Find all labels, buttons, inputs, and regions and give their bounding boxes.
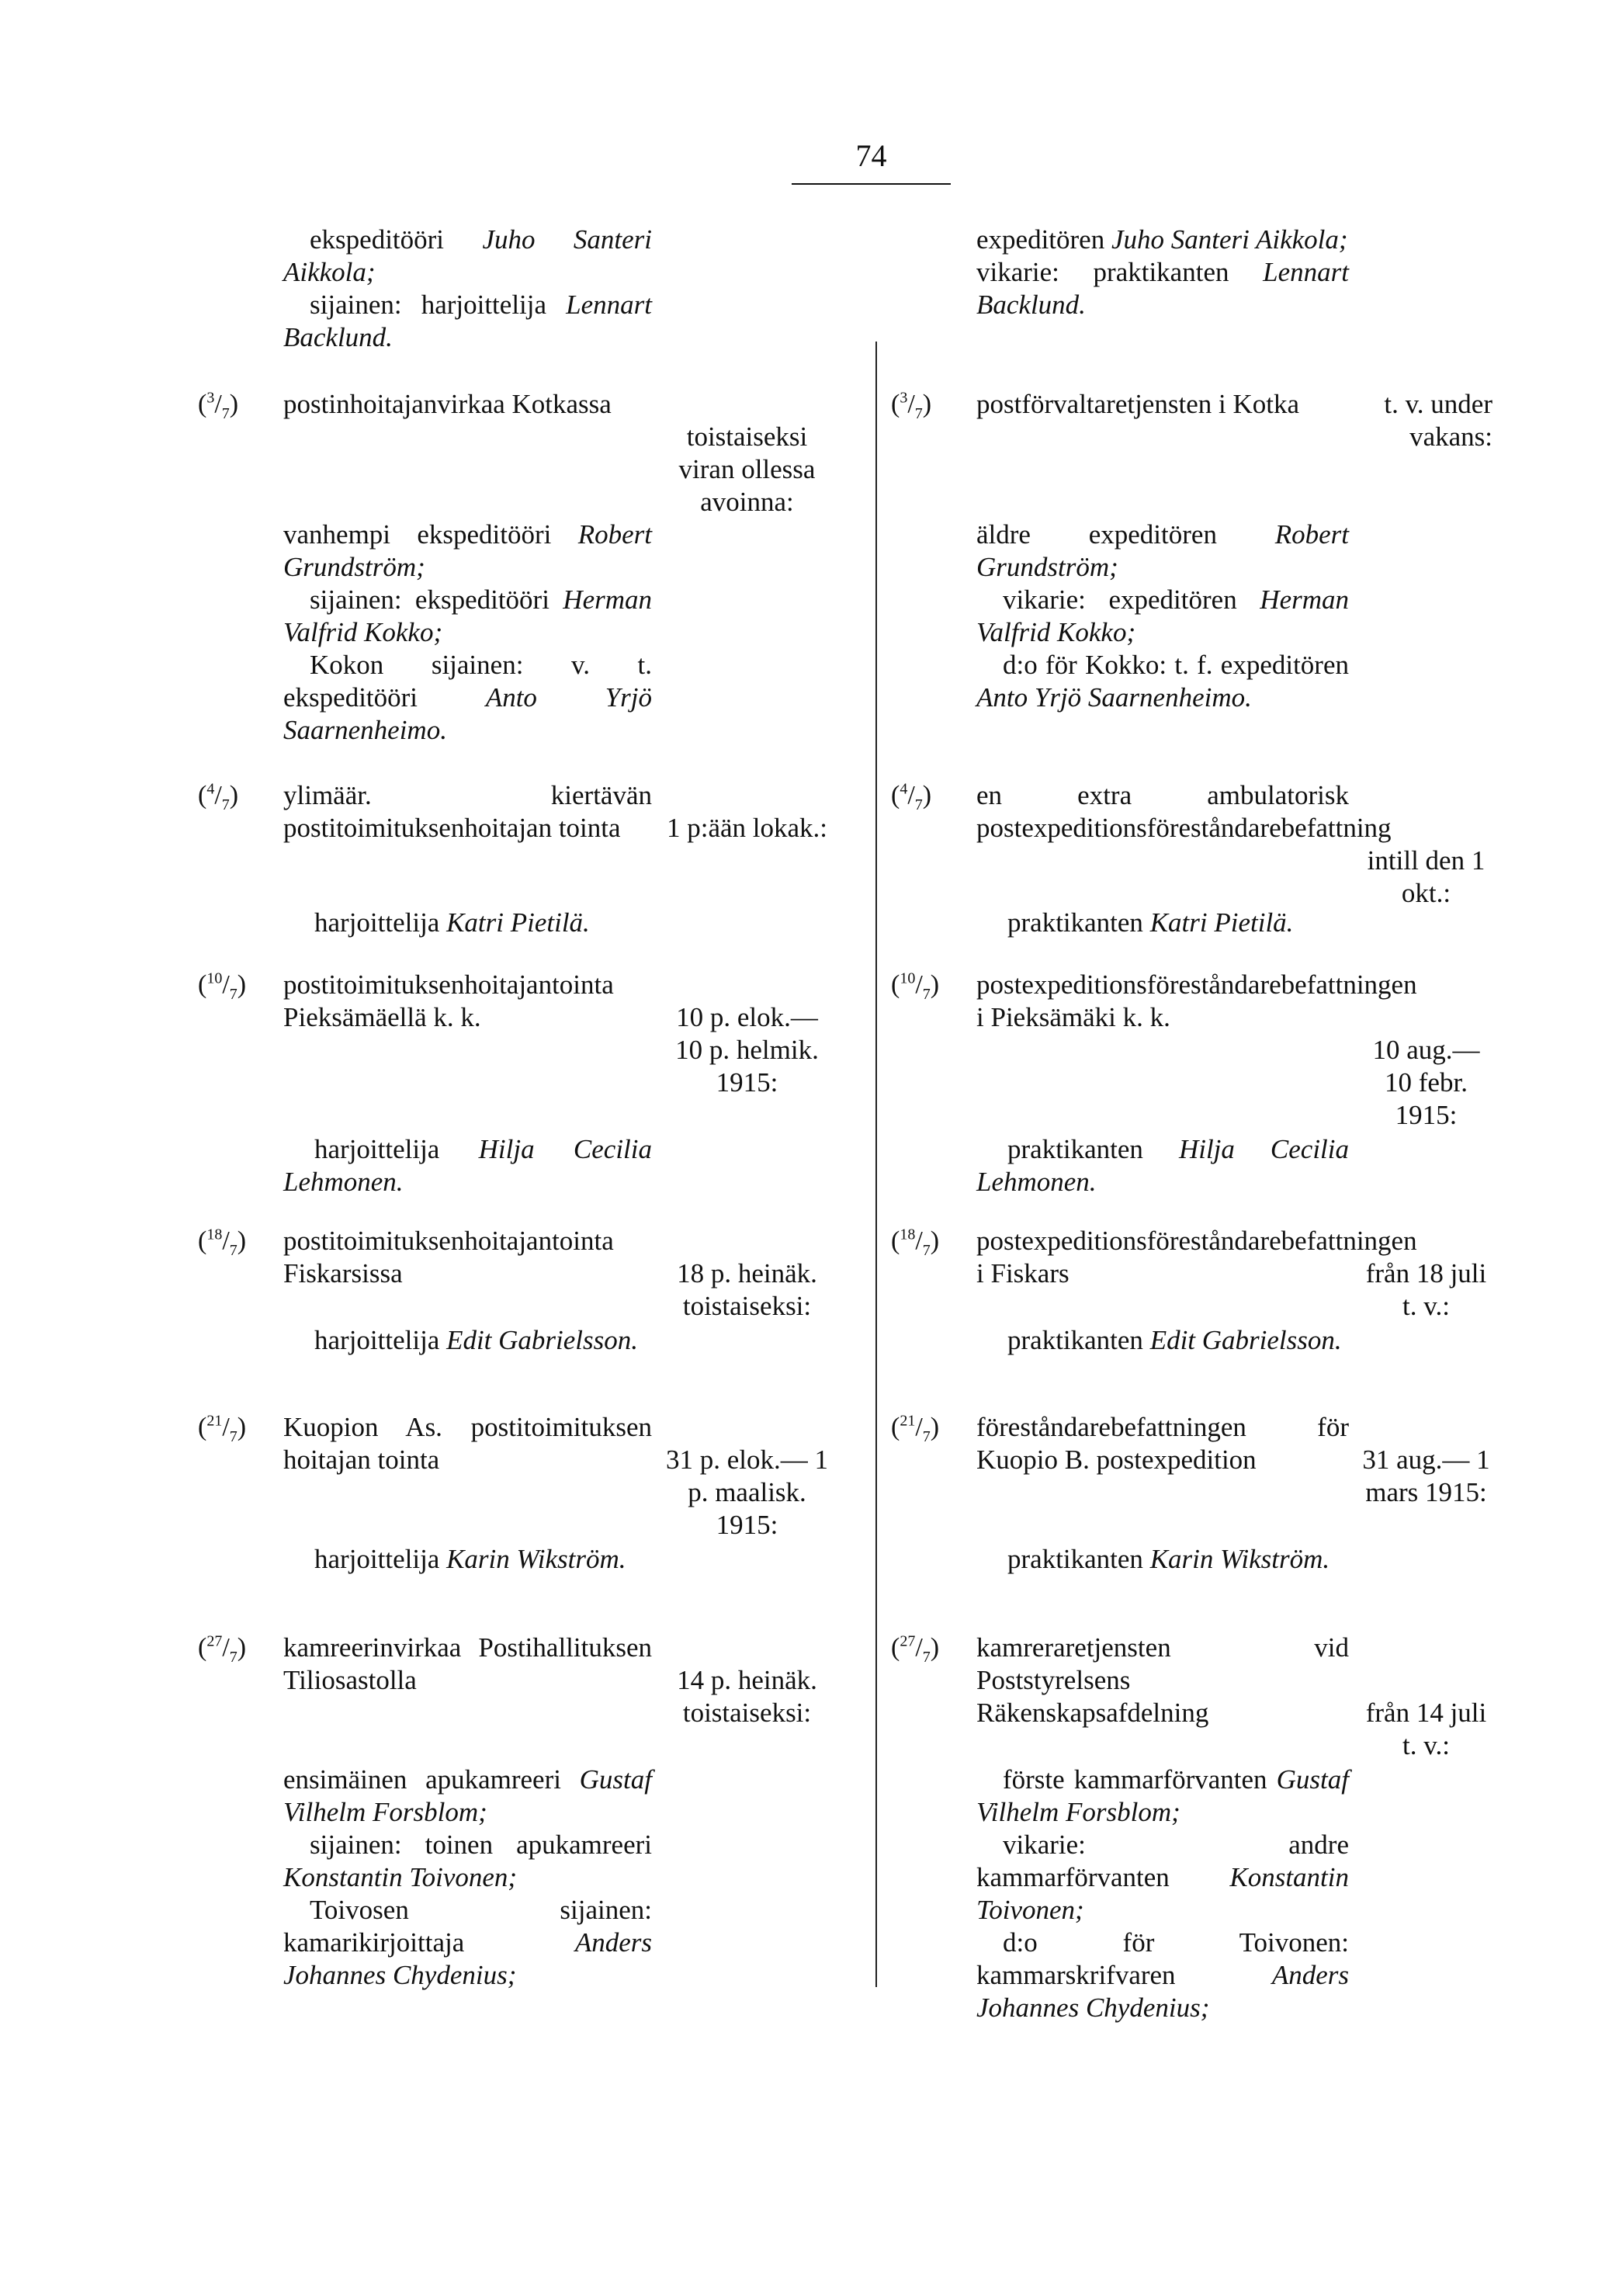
entry-title-sv: en extra ambulatorisk postexpeditionsföreståndarebefattning [976,780,1392,843]
entry-title-fi: kamreerinvirkaa Postihallituksen Tiliosastolla [283,1632,652,1695]
person-name: Juho Santeri Aikkola [1111,224,1339,255]
entry-number: $(^{27}/_7)$ [198,1632,247,1666]
entry-number: $(^4/_7)$ [891,780,932,813]
entry-title-fi: postinhoitajanvirkaa Kotkassa [283,389,612,419]
entry-persons-fi: ensimäinen apukamreeri Gustaf Vilhelm Forsblom; sijainen: toinen apukamreeri Konstantin Toivonen; Toivosen sijainen: kamarikirjoittaja Anders Johannes Chydenius; [283,1764,652,1990]
page-number: 74 [855,138,887,173]
entry-number: $(^4/_7)$ [198,780,239,813]
entry-persons-fi: harjoittelija Karin Wikström. [314,1544,626,1574]
entry-title-sv: kamreraretjensten vid Poststyrelsens Räkenskapsafdelning [976,1632,1349,1728]
entry-persons-fi: harjoittelija Katri Pietilä. [314,907,590,938]
entry-date-fi: 31 p. elok.— 1 p. maalisk. 1915: [665,1445,828,1540]
entry-persons-sv: förste kammarförvanten Gustaf Vilhelm Forsblom; vikarie: andre kammarförvanten Konstantin Toivonen; d:o för Toivonen: kammarskrifvaren Anders Johannes Chydenius; [976,1764,1350,2023]
entry-persons-fi: harjoittelija Edit Gabrielsson. [314,1325,639,1355]
entry-persons-sv: praktikanten Katri Pietilä. [1007,907,1294,938]
entry-title-sv: postförvaltaretjensten i Kotka [976,389,1299,419]
entry-date-sv: från 14 juli t. v.: [1365,1698,1487,1760]
entry-number: $(^{27}/_7)$ [891,1632,940,1666]
entry-number: $(^3/_7)$ [198,389,239,422]
entry-title-fi: postitoimituksenhoitajantointa Pieksämäellä k. k. [283,969,614,1032]
entry-date-sv: intill den 1 okt.: [1367,845,1486,908]
entry-number: $(^{18}/_7)$ [891,1226,940,1259]
person-role: ekspeditööri [310,224,445,255]
column-divider [875,342,877,1987]
intro-sv: expeditören Juho Santeri Aikkola; vikarie: praktikanten Lennart Backlund. [976,224,1349,320]
entry-number: $(^{10}/_7)$ [891,969,940,1003]
person-name: Lennart Backlund. [283,290,652,352]
entry-date-fi: 1 p:ään lokak.: [666,813,828,843]
entry-title-sv: postexpeditionsföreståndarebefattningen i Pieksämäki k. k. [976,969,1417,1032]
entry-date-fi: 10 p. elok.— 10 p. helmik. 1915: [675,1002,819,1098]
entry-title-fi: postitoimituksenhoitajantointa Fiskarsissa [283,1226,614,1288]
person-name: Juho Santeri Aikkola [283,224,653,287]
entry-persons-sv: praktikanten Hilja Cecilia Lehmonen. [976,1134,1349,1197]
entry-number: $(^{21}/_7)$ [198,1412,247,1445]
person-role: expeditören [976,224,1105,255]
entry-date-fi: 14 p. heinäk. toistaiseksi: [677,1665,817,1728]
entry-date-sv: t. v. under vakans: [1384,389,1492,452]
entry-persons-fi: vanhempi ekspeditööri Robert Grundström; sijainen: ekspeditööri Herman Valfrid Kokko; Kokon sijainen: v. t. ekspeditööri Anto Yrjö Saarnenheimo. [283,519,653,745]
entry-date-sv: från 18 juli t. v.: [1365,1258,1487,1321]
person-role: sijainen: harjoittelija [310,290,547,320]
entry-persons-sv: praktikanten Karin Wikström. [1007,1544,1330,1574]
intro-fi: ekspeditööri Juho Santeri Aikkola; sijainen: harjoittelija Lennart Backlund. [283,224,653,352]
entry-title-sv: föreståndarebefattningen för Kuopio B. postexpedition [976,1412,1349,1475]
entry-number: $(^{18}/_7)$ [198,1226,247,1259]
entry-number: $(^3/_7)$ [891,389,932,422]
entry-title-sv: postexpeditionsföreståndarebefattningen i Fiskars [976,1226,1417,1288]
entry-persons-fi: harjoittelija Hilja Cecilia Lehmonen. [283,1134,652,1197]
entry-number: $(^{10}/_7)$ [198,969,247,1003]
entry-persons-sv: praktikanten Edit Gabrielsson. [1007,1325,1342,1355]
person-name: Lennart Backlund. [976,257,1349,320]
entry-date-fi: 18 p. heinäk. toistaiseksi: [677,1258,817,1321]
entry-title-fi: Kuopion As. postitoimituksen hoitajan tointa [283,1412,652,1475]
entry-persons-sv: äldre expeditören Robert Grundström; vikarie: expeditören Herman Valfrid Kokko; d:o för Kokko: t. f. expeditören Anto Yrjö Saarnenheimo. [976,519,1350,713]
entry-date-sv: 31 aug.— 1 mars 1915: [1362,1445,1490,1507]
entry-date-sv: 10 aug.— 10 febr. 1915: [1372,1035,1480,1130]
person-role: vikarie: praktikanten [976,257,1229,287]
entry-title-fi: ylimäär. kiertävän postitoimituksenhoitajan tointa [283,780,652,843]
entry-number: $(^{21}/_7)$ [891,1412,940,1445]
page-number-rule [792,183,951,185]
entry-date-fi: toistaiseksi viran ollessa avoinna: [678,421,816,517]
